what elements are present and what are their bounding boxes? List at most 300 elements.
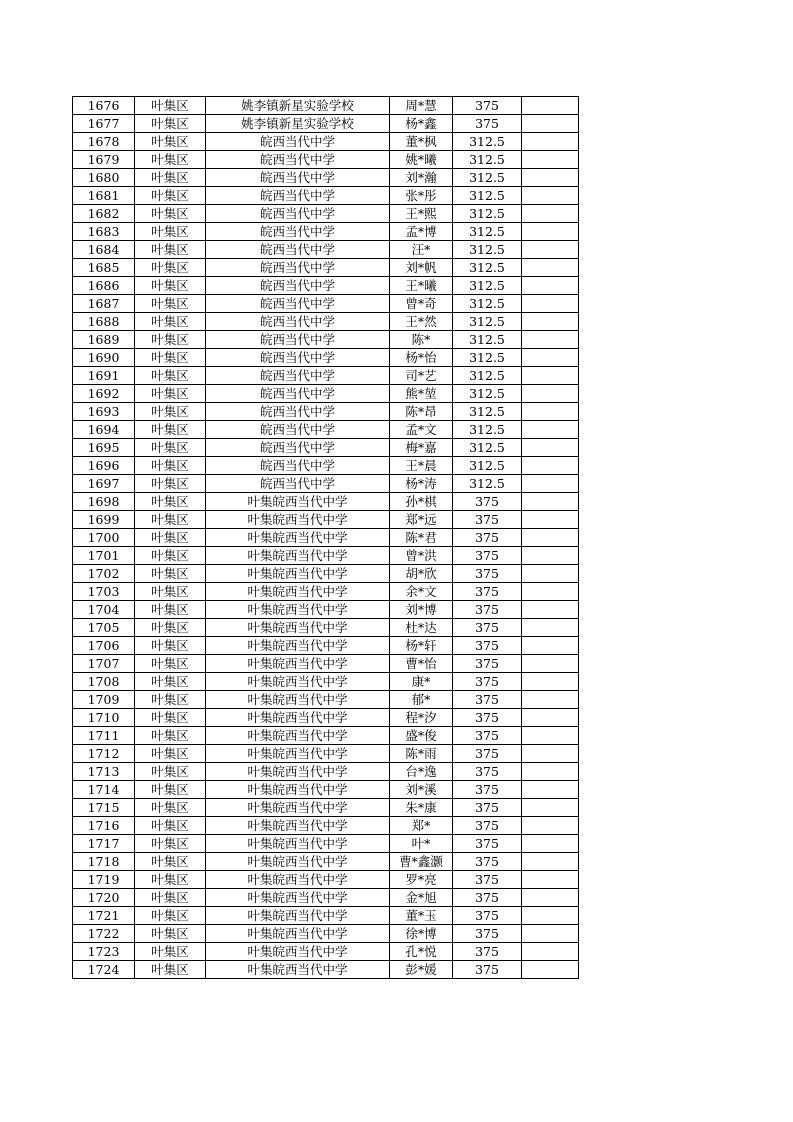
district-cell: 叶集区 — [135, 169, 206, 187]
school-cell: 皖西当代中学 — [206, 277, 390, 295]
note-cell — [522, 295, 579, 313]
district-cell: 叶集区 — [135, 421, 206, 439]
score-cell: 375 — [453, 493, 522, 511]
student-name-cell: 孔*悦 — [390, 943, 453, 961]
student-name-cell: 刘*博 — [390, 601, 453, 619]
note-cell — [522, 925, 579, 943]
district-cell: 叶集区 — [135, 133, 206, 151]
note-cell — [522, 259, 579, 277]
student-name-cell: 彭*媛 — [390, 961, 453, 979]
table-row — [73, 349, 579, 367]
school-cell: 皖西当代中学 — [206, 241, 390, 259]
student-name-cell: 金*旭 — [390, 889, 453, 907]
table-row — [73, 493, 579, 511]
table-row — [73, 403, 579, 421]
note-cell — [522, 529, 579, 547]
score-cell: 375 — [453, 691, 522, 709]
district-cell: 叶集区 — [135, 547, 206, 565]
row-index-cell: 1699 — [73, 511, 135, 529]
table-row — [73, 709, 579, 727]
table-row — [73, 799, 579, 817]
table-row — [73, 655, 579, 673]
row-index-cell: 1716 — [73, 817, 135, 835]
district-cell: 叶集区 — [135, 529, 206, 547]
note-cell — [522, 745, 579, 763]
district-cell: 叶集区 — [135, 907, 206, 925]
note-cell — [522, 907, 579, 925]
row-index-cell: 1695 — [73, 439, 135, 457]
score-cell: 312.5 — [453, 151, 522, 169]
row-index-cell: 1701 — [73, 547, 135, 565]
note-cell — [522, 619, 579, 637]
score-cell: 375 — [453, 781, 522, 799]
row-index-cell: 1686 — [73, 277, 135, 295]
district-cell: 叶集区 — [135, 637, 206, 655]
school-cell: 叶集皖西当代中学 — [206, 889, 390, 907]
district-cell: 叶集区 — [135, 583, 206, 601]
school-cell: 皖西当代中学 — [206, 313, 390, 331]
table-row — [73, 691, 579, 709]
school-cell: 皖西当代中学 — [206, 475, 390, 493]
note-cell — [522, 781, 579, 799]
school-cell: 叶集皖西当代中学 — [206, 637, 390, 655]
student-name-cell: 曾*洪 — [390, 547, 453, 565]
table-row — [73, 781, 579, 799]
school-cell: 皖西当代中学 — [206, 151, 390, 169]
score-cell: 375 — [453, 511, 522, 529]
student-name-cell: 杨*鑫 — [390, 115, 453, 133]
row-index-cell: 1691 — [73, 367, 135, 385]
school-cell: 叶集皖西当代中学 — [206, 745, 390, 763]
note-cell — [522, 493, 579, 511]
row-index-cell: 1709 — [73, 691, 135, 709]
note-cell — [522, 97, 579, 115]
row-index-cell: 1698 — [73, 493, 135, 511]
row-index-cell: 1690 — [73, 349, 135, 367]
school-cell: 叶集皖西当代中学 — [206, 763, 390, 781]
note-cell — [522, 673, 579, 691]
row-index-cell: 1678 — [73, 133, 135, 151]
row-index-cell: 1707 — [73, 655, 135, 673]
district-cell: 叶集区 — [135, 259, 206, 277]
student-name-cell: 司*艺 — [390, 367, 453, 385]
school-cell: 叶集皖西当代中学 — [206, 601, 390, 619]
table-row — [73, 259, 579, 277]
score-cell: 375 — [453, 709, 522, 727]
note-cell — [522, 565, 579, 583]
note-cell — [522, 655, 579, 673]
score-cell: 312.5 — [453, 187, 522, 205]
note-cell — [522, 331, 579, 349]
district-cell: 叶集区 — [135, 511, 206, 529]
note-cell — [522, 367, 579, 385]
score-cell: 312.5 — [453, 205, 522, 223]
score-cell: 375 — [453, 835, 522, 853]
table-row — [73, 205, 579, 223]
student-name-cell: 郁* — [390, 691, 453, 709]
row-index-cell: 1714 — [73, 781, 135, 799]
school-cell: 叶集皖西当代中学 — [206, 853, 390, 871]
school-cell: 叶集皖西当代中学 — [206, 529, 390, 547]
score-cell: 312.5 — [453, 241, 522, 259]
note-cell — [522, 115, 579, 133]
district-cell: 叶集区 — [135, 439, 206, 457]
note-cell — [522, 403, 579, 421]
score-cell: 375 — [453, 673, 522, 691]
school-cell: 叶集皖西当代中学 — [206, 565, 390, 583]
district-cell: 叶集区 — [135, 367, 206, 385]
student-name-cell: 董*玉 — [390, 907, 453, 925]
table-row — [73, 745, 579, 763]
table-row — [73, 961, 579, 979]
score-cell: 375 — [453, 583, 522, 601]
district-cell: 叶集区 — [135, 871, 206, 889]
row-index-cell: 1700 — [73, 529, 135, 547]
note-cell — [522, 799, 579, 817]
table-row — [73, 619, 579, 637]
student-name-cell: 杨*怡 — [390, 349, 453, 367]
score-cell: 375 — [453, 925, 522, 943]
score-cell: 375 — [453, 565, 522, 583]
student-name-cell: 杨*涛 — [390, 475, 453, 493]
district-cell: 叶集区 — [135, 799, 206, 817]
score-cell: 312.5 — [453, 133, 522, 151]
row-index-cell: 1696 — [73, 457, 135, 475]
district-cell: 叶集区 — [135, 709, 206, 727]
school-cell: 皖西当代中学 — [206, 133, 390, 151]
note-cell — [522, 133, 579, 151]
district-cell: 叶集区 — [135, 565, 206, 583]
note-cell — [522, 943, 579, 961]
school-cell: 姚李镇新星实验学校 — [206, 115, 390, 133]
student-name-cell: 周*慧 — [390, 97, 453, 115]
note-cell — [522, 961, 579, 979]
district-cell: 叶集区 — [135, 691, 206, 709]
student-name-cell: 刘*帆 — [390, 259, 453, 277]
table-row — [73, 763, 579, 781]
note-cell — [522, 439, 579, 457]
school-cell: 叶集皖西当代中学 — [206, 655, 390, 673]
student-name-cell: 罗*亮 — [390, 871, 453, 889]
row-index-cell: 1703 — [73, 583, 135, 601]
score-cell: 312.5 — [453, 367, 522, 385]
note-cell — [522, 151, 579, 169]
row-index-cell: 1688 — [73, 313, 135, 331]
school-cell: 皖西当代中学 — [206, 349, 390, 367]
table-row — [73, 313, 579, 331]
district-cell: 叶集区 — [135, 763, 206, 781]
roster-table — [72, 96, 579, 979]
school-cell: 皖西当代中学 — [206, 421, 390, 439]
student-name-cell: 孙*棋 — [390, 493, 453, 511]
table-row — [73, 889, 579, 907]
district-cell: 叶集区 — [135, 781, 206, 799]
note-cell — [522, 277, 579, 295]
row-index-cell: 1693 — [73, 403, 135, 421]
row-index-cell: 1685 — [73, 259, 135, 277]
student-name-cell: 郑*远 — [390, 511, 453, 529]
score-cell: 312.5 — [453, 313, 522, 331]
score-cell: 375 — [453, 637, 522, 655]
score-cell: 375 — [453, 871, 522, 889]
table-row — [73, 277, 579, 295]
table-row — [73, 169, 579, 187]
note-cell — [522, 889, 579, 907]
row-index-cell: 1679 — [73, 151, 135, 169]
score-cell: 375 — [453, 655, 522, 673]
school-cell: 皖西当代中学 — [206, 187, 390, 205]
row-index-cell: 1687 — [73, 295, 135, 313]
score-cell: 375 — [453, 961, 522, 979]
school-cell: 叶集皖西当代中学 — [206, 925, 390, 943]
school-cell: 皖西当代中学 — [206, 439, 390, 457]
student-name-cell: 孟*博 — [390, 223, 453, 241]
district-cell: 叶集区 — [135, 223, 206, 241]
district-cell: 叶集区 — [135, 475, 206, 493]
student-name-cell: 郑* — [390, 817, 453, 835]
school-cell: 皖西当代中学 — [206, 457, 390, 475]
district-cell: 叶集区 — [135, 817, 206, 835]
table-row — [73, 637, 579, 655]
table-row — [73, 223, 579, 241]
score-cell: 312.5 — [453, 277, 522, 295]
district-cell: 叶集区 — [135, 403, 206, 421]
row-index-cell: 1694 — [73, 421, 135, 439]
note-cell — [522, 601, 579, 619]
student-name-cell: 王*晨 — [390, 457, 453, 475]
district-cell: 叶集区 — [135, 295, 206, 313]
row-index-cell: 1702 — [73, 565, 135, 583]
student-name-cell: 梅*嘉 — [390, 439, 453, 457]
school-cell: 叶集皖西当代中学 — [206, 547, 390, 565]
student-name-cell: 陈* — [390, 331, 453, 349]
student-name-cell: 汪* — [390, 241, 453, 259]
district-cell: 叶集区 — [135, 331, 206, 349]
score-cell: 312.5 — [453, 349, 522, 367]
row-index-cell: 1704 — [73, 601, 135, 619]
score-cell: 312.5 — [453, 421, 522, 439]
row-index-cell: 1684 — [73, 241, 135, 259]
row-index-cell: 1723 — [73, 943, 135, 961]
row-index-cell: 1708 — [73, 673, 135, 691]
score-cell: 375 — [453, 601, 522, 619]
score-cell: 375 — [453, 97, 522, 115]
row-index-cell: 1720 — [73, 889, 135, 907]
student-name-cell: 熊*堃 — [390, 385, 453, 403]
table-row — [73, 925, 579, 943]
row-index-cell: 1680 — [73, 169, 135, 187]
table-row — [73, 601, 579, 619]
table-row — [73, 511, 579, 529]
table-row — [73, 907, 579, 925]
note-cell — [522, 169, 579, 187]
row-index-cell: 1682 — [73, 205, 135, 223]
note-cell — [522, 475, 579, 493]
student-name-cell: 孟*文 — [390, 421, 453, 439]
score-cell: 375 — [453, 619, 522, 637]
note-cell — [522, 457, 579, 475]
school-cell: 皖西当代中学 — [206, 205, 390, 223]
school-cell: 叶集皖西当代中学 — [206, 691, 390, 709]
score-cell: 375 — [453, 115, 522, 133]
table-row — [73, 295, 579, 313]
score-cell: 312.5 — [453, 295, 522, 313]
school-cell: 皖西当代中学 — [206, 295, 390, 313]
note-cell — [522, 349, 579, 367]
score-cell: 375 — [453, 889, 522, 907]
row-index-cell: 1715 — [73, 799, 135, 817]
student-name-cell: 姚*曦 — [390, 151, 453, 169]
table-row — [73, 385, 579, 403]
row-index-cell: 1724 — [73, 961, 135, 979]
district-cell: 叶集区 — [135, 619, 206, 637]
student-name-cell: 程*汐 — [390, 709, 453, 727]
table-row — [73, 547, 579, 565]
table-row — [73, 835, 579, 853]
row-index-cell: 1676 — [73, 97, 135, 115]
score-cell: 312.5 — [453, 259, 522, 277]
student-name-cell: 杨*轩 — [390, 637, 453, 655]
table-row — [73, 421, 579, 439]
table-row — [73, 241, 579, 259]
district-cell: 叶集区 — [135, 151, 206, 169]
student-name-cell: 徐*博 — [390, 925, 453, 943]
note-cell — [522, 835, 579, 853]
row-index-cell: 1677 — [73, 115, 135, 133]
school-cell: 叶集皖西当代中学 — [206, 907, 390, 925]
roster-table-body — [73, 97, 579, 979]
note-cell — [522, 313, 579, 331]
table-row — [73, 727, 579, 745]
school-cell: 皖西当代中学 — [206, 169, 390, 187]
district-cell: 叶集区 — [135, 241, 206, 259]
student-name-cell: 王*然 — [390, 313, 453, 331]
district-cell: 叶集区 — [135, 655, 206, 673]
note-cell — [522, 871, 579, 889]
district-cell: 叶集区 — [135, 601, 206, 619]
student-name-cell: 曾*奇 — [390, 295, 453, 313]
student-name-cell: 叶* — [390, 835, 453, 853]
score-cell: 312.5 — [453, 223, 522, 241]
student-name-cell: 朱*康 — [390, 799, 453, 817]
school-cell: 皖西当代中学 — [206, 223, 390, 241]
score-cell: 312.5 — [453, 475, 522, 493]
school-cell: 叶集皖西当代中学 — [206, 619, 390, 637]
district-cell: 叶集区 — [135, 727, 206, 745]
row-index-cell: 1710 — [73, 709, 135, 727]
school-cell: 皖西当代中学 — [206, 331, 390, 349]
school-cell: 叶集皖西当代中学 — [206, 781, 390, 799]
district-cell: 叶集区 — [135, 493, 206, 511]
note-cell — [522, 385, 579, 403]
table-row — [73, 331, 579, 349]
score-cell: 375 — [453, 853, 522, 871]
district-cell: 叶集区 — [135, 187, 206, 205]
school-cell: 叶集皖西当代中学 — [206, 709, 390, 727]
table-row — [73, 151, 579, 169]
row-index-cell: 1721 — [73, 907, 135, 925]
district-cell: 叶集区 — [135, 745, 206, 763]
score-cell: 312.5 — [453, 403, 522, 421]
student-name-cell: 杜*达 — [390, 619, 453, 637]
note-cell — [522, 583, 579, 601]
district-cell: 叶集区 — [135, 385, 206, 403]
row-index-cell: 1718 — [73, 853, 135, 871]
student-name-cell: 王*曦 — [390, 277, 453, 295]
district-cell: 叶集区 — [135, 457, 206, 475]
school-cell: 皖西当代中学 — [206, 367, 390, 385]
score-cell: 312.5 — [453, 385, 522, 403]
row-index-cell: 1722 — [73, 925, 135, 943]
table-row — [73, 673, 579, 691]
school-cell: 姚李镇新星实验学校 — [206, 97, 390, 115]
student-name-cell: 康* — [390, 673, 453, 691]
school-cell: 叶集皖西当代中学 — [206, 493, 390, 511]
table-row — [73, 367, 579, 385]
table-row — [73, 187, 579, 205]
row-index-cell: 1717 — [73, 835, 135, 853]
note-cell — [522, 727, 579, 745]
student-name-cell: 曹*鑫灏 — [390, 853, 453, 871]
table-row — [73, 457, 579, 475]
district-cell: 叶集区 — [135, 349, 206, 367]
table-row — [73, 853, 579, 871]
note-cell — [522, 709, 579, 727]
school-cell: 叶集皖西当代中学 — [206, 673, 390, 691]
district-cell: 叶集区 — [135, 673, 206, 691]
table-row — [73, 439, 579, 457]
note-cell — [522, 421, 579, 439]
note-cell — [522, 205, 579, 223]
table-row — [73, 871, 579, 889]
district-cell: 叶集区 — [135, 313, 206, 331]
score-cell: 375 — [453, 529, 522, 547]
student-name-cell: 刘*溪 — [390, 781, 453, 799]
district-cell: 叶集区 — [135, 889, 206, 907]
note-cell — [522, 637, 579, 655]
student-name-cell: 刘*瀚 — [390, 169, 453, 187]
district-cell: 叶集区 — [135, 961, 206, 979]
student-name-cell: 陈*雨 — [390, 745, 453, 763]
district-cell: 叶集区 — [135, 835, 206, 853]
school-cell: 叶集皖西当代中学 — [206, 511, 390, 529]
row-index-cell: 1681 — [73, 187, 135, 205]
district-cell: 叶集区 — [135, 943, 206, 961]
row-index-cell: 1719 — [73, 871, 135, 889]
note-cell — [522, 817, 579, 835]
district-cell: 叶集区 — [135, 853, 206, 871]
district-cell: 叶集区 — [135, 97, 206, 115]
score-cell: 312.5 — [453, 331, 522, 349]
district-cell: 叶集区 — [135, 115, 206, 133]
score-cell: 375 — [453, 763, 522, 781]
school-cell: 叶集皖西当代中学 — [206, 835, 390, 853]
school-cell: 叶集皖西当代中学 — [206, 961, 390, 979]
school-cell: 皖西当代中学 — [206, 403, 390, 421]
table-row — [73, 133, 579, 151]
student-name-cell: 董*枫 — [390, 133, 453, 151]
row-index-cell: 1697 — [73, 475, 135, 493]
student-name-cell: 台*逸 — [390, 763, 453, 781]
table-row — [73, 529, 579, 547]
table-row — [73, 115, 579, 133]
student-name-cell: 余*文 — [390, 583, 453, 601]
note-cell — [522, 691, 579, 709]
table-row — [73, 475, 579, 493]
row-index-cell: 1689 — [73, 331, 135, 349]
score-cell: 375 — [453, 745, 522, 763]
score-cell: 375 — [453, 943, 522, 961]
